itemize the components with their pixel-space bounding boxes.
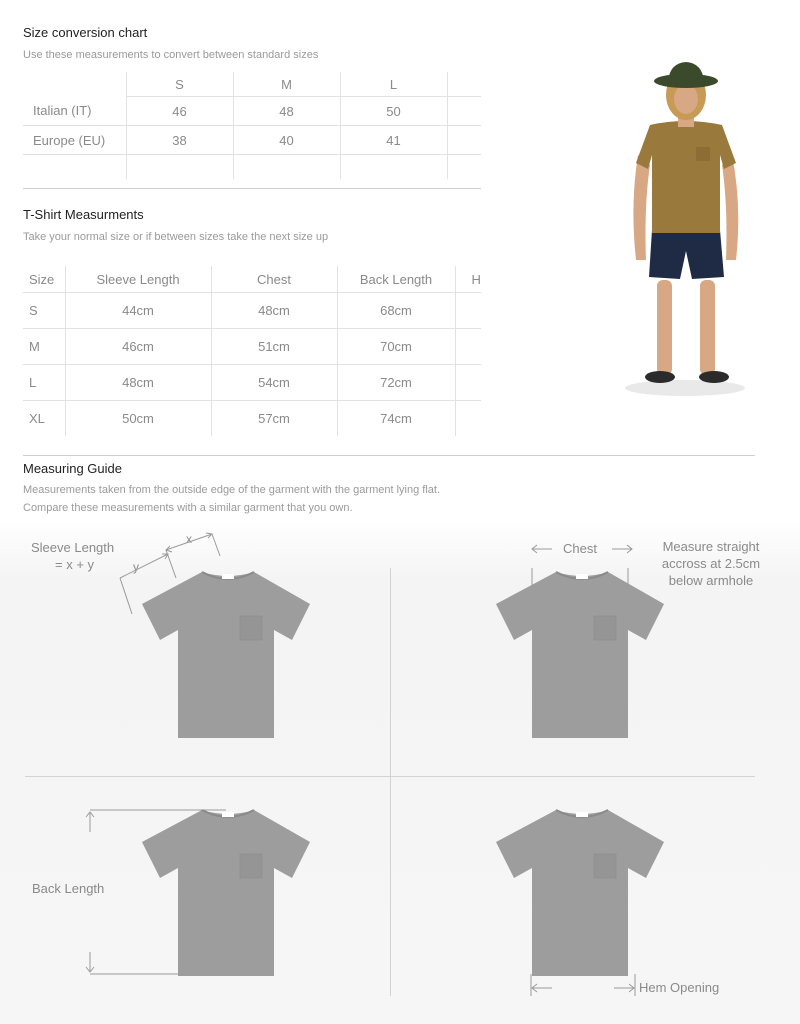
column-header: Sleeve Length <box>65 266 211 293</box>
divider <box>23 455 755 456</box>
table-cell: 40 <box>233 126 340 155</box>
tshirt-hem-diagram <box>494 806 670 978</box>
chest-arrows <box>530 542 634 556</box>
hem-opening-label: Hem Opening <box>639 980 720 995</box>
table-row <box>23 72 481 97</box>
table-cell: 68cm <box>337 293 455 329</box>
y-label: y <box>133 560 139 574</box>
guide-line-2: Compare these measurements with a similar garment that you own. <box>23 502 353 514</box>
x-label: x <box>186 532 192 546</box>
table-row <box>23 329 481 365</box>
column-header: Size <box>23 266 65 293</box>
column-header: M <box>233 72 340 97</box>
table-cell: 38 <box>126 126 233 155</box>
table-cell: 50cm <box>65 401 211 437</box>
table-cell: 44cm <box>65 293 211 329</box>
table-cell: 57cm <box>211 401 337 437</box>
row-header: Italian (IT) <box>23 97 126 126</box>
hem-arrows <box>526 974 638 998</box>
guide-divider-vertical <box>390 568 391 996</box>
conversion-title: Size conversion chart <box>23 25 148 40</box>
table-cell: 46cm <box>65 329 211 365</box>
table-cell: 48cm <box>65 365 211 401</box>
table-row <box>23 97 481 126</box>
chest-label: Chest <box>563 541 597 556</box>
tshirt-chest-diagram <box>494 568 670 740</box>
table-row <box>23 401 481 437</box>
column-header: Back Length <box>337 266 455 293</box>
guide-divider-horizontal <box>25 776 755 777</box>
shorts-shape <box>649 230 724 279</box>
measurements-table <box>23 266 481 436</box>
table-row <box>23 365 481 401</box>
measurements-title: T-Shirt Measurments <box>23 207 144 222</box>
divider <box>23 188 481 189</box>
model-photo <box>600 55 770 400</box>
size-cell: L <box>23 365 65 401</box>
back-length-label: Back Length <box>32 881 105 896</box>
measurements-subtitle: Take your normal size or if between sizes take the next size up <box>23 231 329 243</box>
table-cell: 50 <box>340 97 447 126</box>
sleeve-length-label: Sleeve Length <box>31 540 115 555</box>
table-row <box>23 155 481 180</box>
sleeve-formula-label: = x + y <box>55 557 95 572</box>
guide-title: Measuring Guide <box>23 461 122 476</box>
table-cell: 74cm <box>337 401 455 437</box>
column-header: S <box>126 72 233 97</box>
table-cell: 46 <box>126 97 233 126</box>
tshirt-sleeve-diagram <box>140 568 316 740</box>
size-cell: S <box>23 293 65 329</box>
table-cell: 72cm <box>337 365 455 401</box>
column-header: Chest <box>211 266 337 293</box>
size-cell: M <box>23 329 65 365</box>
tshirt-back-diagram <box>140 806 316 978</box>
conversion-subtitle: Use these measurements to convert between standard sizes <box>23 49 319 61</box>
chest-note: Measure straight accross at 2.5cm below armhole <box>661 539 761 588</box>
table-row <box>23 293 481 329</box>
table-cell: 51cm <box>211 329 337 365</box>
table-cell: 70cm <box>337 329 455 365</box>
conversion-table <box>23 72 481 179</box>
table-row <box>23 266 481 293</box>
table-cell: 54cm <box>211 365 337 401</box>
table-cell: 48cm <box>211 293 337 329</box>
table-cell: 48 <box>233 97 340 126</box>
size-cell: XL <box>29 411 45 426</box>
guide-line-1: Measurements taken from the outside edge of the garment with the garment lying flat. <box>23 484 441 496</box>
shirt-shape <box>636 121 736 233</box>
table-cell: 41 <box>340 126 447 155</box>
row-header: Europe (EU) <box>23 126 126 155</box>
table-row <box>23 126 481 155</box>
column-header: H <box>455 266 481 293</box>
column-header: L <box>340 72 447 97</box>
